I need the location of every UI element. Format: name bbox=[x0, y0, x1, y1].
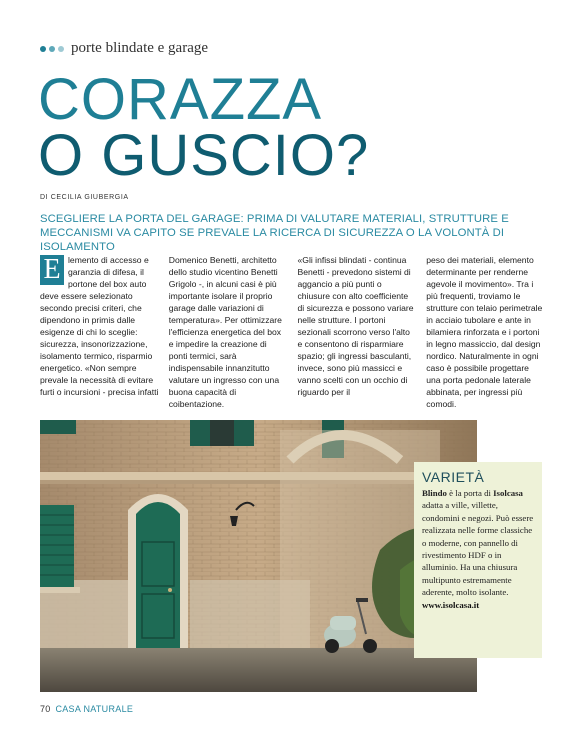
sidebar-brand: Blindo bbox=[422, 488, 447, 498]
sidebar-company: Isolcasa bbox=[493, 488, 523, 498]
body-column-3: «Gli infissi blindati - continua Benetti - prevedono sistemi di aggancio a più punti o chiusure con alto coefficiente di sicurezza e possono variare nelle strutture. I portoni sezionali scorrono verso l'alto e consentono di risparmiare spazio; gli ingressi basculanti, invece, sono più massicci e vanno scelti con un occhio di riguardo per il bbox=[297, 255, 414, 397]
sidebar-box bbox=[414, 462, 542, 658]
byline: DI CECILIA GIUBERGIA bbox=[40, 194, 129, 201]
sidebar-text bbox=[422, 487, 534, 599]
body-column-4: peso dei materiali, elemento determinante per renderne agevole il movimento». Tra i più frequenti, troviamo le strutture con telaio perimetrale in acciaio tubolare e ante in bilamiera rinforzata e i portoni in legno massiccio, dal design nordico. Naturalmente in ogni caso è possibile progettare una porta pedonale laterale abbinata, per ingressi più comodi. bbox=[426, 255, 543, 409]
dot-3 bbox=[58, 46, 64, 52]
page-footer bbox=[40, 704, 133, 714]
section-dots bbox=[40, 46, 64, 52]
sidebar-url[interactable]: www.isolcasa.it bbox=[422, 599, 480, 610]
section-header bbox=[40, 40, 208, 57]
body-column-2: Domenico Benetti, architetto dello studio vicentino Benetti Grigolo -, in alcuni casi è più importante isolare il proprio garage dalle variazioni di temperatura». Per ottimizzare l'efficienza energetica del box e impedire la creazione di ponti termici, sarà indispensabile innanzitutto valutare un ingresso con una buona capacità di coibentazione. bbox=[168, 255, 282, 409]
dot-2 bbox=[49, 46, 55, 52]
section-label: porte blindate e garage bbox=[71, 40, 209, 56]
article-deck: SCEGLIERE LA PORTA DEL GARAGE: PRIMA DI VALUTARE MATERIALI, STRUTTURE E MECCANISMI VA CAPITO SE PREVALE LA RICERCA DI SICUREZZA O LA VOLONTÀ DI ISOLAMENTO bbox=[40, 213, 509, 253]
drop-cap: E bbox=[40, 255, 64, 285]
magazine-name: CASA NATURALE bbox=[55, 704, 134, 714]
title-line-2: O GUSCIO? bbox=[38, 123, 370, 188]
column-1-text: lemento di accesso e garanzia di difesa, il portone del box auto deve essere selezionato secondo precisi criteri, che dipendono in primis dalle esigenze di chi lo sceglie: sicurezza, insonorizzazione, isolamento termico, risparmio energetico. «Non sempre prevale la necessità di evitare furti o incursioni - precisa infatti bbox=[40, 255, 159, 397]
photo-illustration bbox=[40, 420, 477, 692]
page-number: 70 bbox=[40, 704, 51, 714]
sidebar-title: VARIETÀ bbox=[422, 469, 485, 485]
garage-photo bbox=[40, 420, 477, 692]
article-title bbox=[38, 67, 370, 188]
body-columns bbox=[40, 254, 545, 410]
sidebar-text-2: adatta a ville, villette, condomini e negozi. Può essere realizzata nelle forme classiche o moderne, con pannello di rivestimento HDF o in alluminio. Ha una chiusura multipunto estremamente aderente, molto isolante. bbox=[422, 500, 534, 598]
sidebar-text-1: è la porta di bbox=[446, 488, 494, 498]
dot-1 bbox=[40, 46, 46, 52]
body-column-1 bbox=[40, 254, 159, 410]
title-line-1: CORAZZA bbox=[38, 67, 323, 132]
